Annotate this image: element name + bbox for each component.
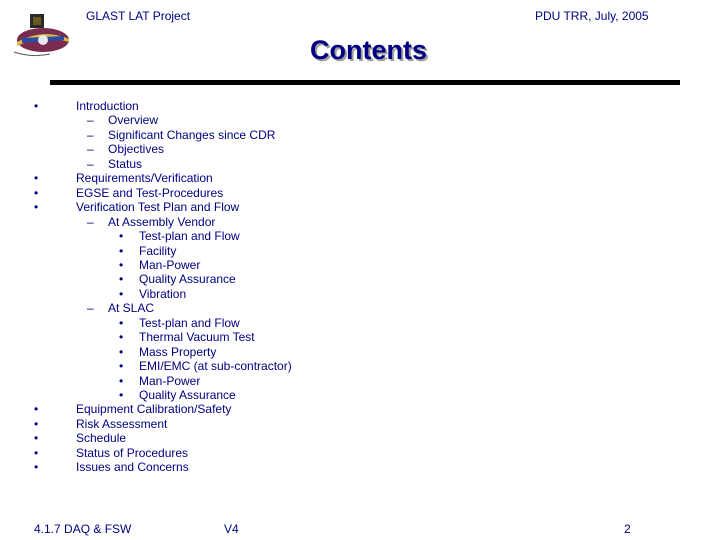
outline-item-text: Issues and Concerns bbox=[76, 460, 189, 475]
outline-item-level-3 bbox=[0, 316, 720, 330]
outline-item-level-3 bbox=[0, 244, 720, 258]
outline-item-text: EMI/EMC (at sub-contractor) bbox=[139, 359, 292, 374]
bullet-icon: • bbox=[119, 257, 124, 272]
outline-item-text: Man-Power bbox=[139, 257, 201, 272]
bullet-icon: • bbox=[119, 286, 124, 301]
outline-item-text: Introduction bbox=[76, 99, 139, 113]
outline-item-level-3 bbox=[0, 388, 720, 402]
outline-item-text: Requirements/Verification bbox=[76, 171, 213, 186]
outline-item-text: Facility bbox=[139, 243, 177, 258]
outline-item-text: Objectives bbox=[108, 142, 165, 157]
outline-item-level-3 bbox=[0, 272, 720, 286]
bullet-icon: • bbox=[119, 229, 124, 244]
outline-item-text: Equipment Calibration/Safety bbox=[76, 402, 232, 417]
page-title: Contents bbox=[310, 35, 427, 65]
bullet-icon: • bbox=[34, 416, 39, 431]
bullet-icon: • bbox=[119, 315, 124, 330]
outline-item-text: Quality Assurance bbox=[139, 272, 236, 287]
bullet-icon: • bbox=[34, 171, 39, 186]
bullet-icon: • bbox=[34, 200, 39, 215]
bullet-icon: • bbox=[119, 272, 124, 287]
footer-version: V4 bbox=[224, 522, 239, 536]
dash-icon: – bbox=[87, 142, 94, 157]
outline-item-text: At Assembly Vendor bbox=[108, 214, 216, 229]
dash-icon: – bbox=[87, 156, 94, 171]
outline-item-text: Quality Assurance bbox=[139, 388, 236, 402]
outline-item-level-3 bbox=[0, 229, 720, 243]
outline-item-text: Mass Property bbox=[139, 344, 217, 359]
outline-item-text: Verification Test Plan and Flow bbox=[76, 200, 240, 215]
outline-item-text: Test-plan and Flow bbox=[139, 229, 240, 244]
bullet-icon: • bbox=[34, 185, 39, 200]
outline-item-level-3 bbox=[0, 359, 720, 373]
bullet-icon: • bbox=[119, 388, 124, 402]
outline-item-level-1 bbox=[0, 431, 720, 445]
footer-section: 4.1.7 DAQ & FSW bbox=[34, 522, 132, 536]
bullet-icon: • bbox=[34, 460, 39, 475]
outline-item-text: Risk Assessment bbox=[76, 416, 168, 431]
bullet-icon: • bbox=[119, 330, 124, 345]
outline-item-level-1 bbox=[0, 186, 720, 200]
outline-item-text: EGSE and Test-Procedures bbox=[76, 185, 224, 200]
outline-item-level-1 bbox=[0, 460, 720, 474]
outline-item-text: At SLAC bbox=[108, 301, 155, 316]
bullet-icon: • bbox=[119, 344, 124, 359]
outline-item-text: Test-plan and Flow bbox=[139, 315, 240, 330]
dash-icon: – bbox=[87, 301, 94, 316]
outline-item-text: Overview bbox=[108, 113, 159, 128]
bullet-icon: • bbox=[119, 243, 124, 258]
outline-item-level-3 bbox=[0, 287, 720, 301]
outline-item-text: Man-Power bbox=[139, 373, 201, 388]
outline-item-text: Vibration bbox=[139, 286, 187, 301]
outline-item-level-2 bbox=[0, 128, 720, 142]
bullet-icon: • bbox=[34, 99, 39, 113]
outline-item-text: Schedule bbox=[76, 431, 127, 446]
bullet-icon: • bbox=[34, 402, 39, 417]
outline-item-text: Thermal Vacuum Test bbox=[139, 330, 255, 345]
outline-item-level-3 bbox=[0, 374, 720, 388]
outline-item-level-2 bbox=[0, 142, 720, 156]
outline-item-text: Significant Changes since CDR bbox=[108, 127, 276, 142]
outline-item-level-2 bbox=[0, 301, 720, 315]
contents-list bbox=[0, 99, 720, 489]
outline-item-level-1 bbox=[0, 99, 720, 113]
outline-item-text: Status bbox=[108, 156, 143, 171]
outline-item-level-3 bbox=[0, 345, 720, 359]
page-number: 2 bbox=[624, 522, 631, 536]
dash-icon: – bbox=[87, 113, 94, 128]
outline-item-level-1 bbox=[0, 402, 720, 416]
outline-item-level-3 bbox=[0, 258, 720, 272]
bullet-icon: • bbox=[34, 445, 39, 460]
outline-item-level-2 bbox=[0, 157, 720, 171]
dash-icon: – bbox=[87, 214, 94, 229]
outline-item-level-1 bbox=[0, 171, 720, 185]
bullet-icon: • bbox=[119, 373, 124, 388]
outline-item-level-1 bbox=[0, 417, 720, 431]
bullet-icon: • bbox=[119, 359, 124, 374]
outline-item-level-1 bbox=[0, 446, 720, 460]
outline-item-level-3 bbox=[0, 330, 720, 344]
outline-item-level-2 bbox=[0, 113, 720, 127]
title-divider bbox=[50, 80, 680, 85]
review-label: PDU TRR, July, 2005 bbox=[535, 9, 649, 23]
outline-item-text: Status of Procedures bbox=[76, 445, 189, 460]
project-name: GLAST LAT Project bbox=[86, 9, 191, 23]
glast-logo bbox=[12, 12, 74, 62]
dash-icon: – bbox=[87, 127, 94, 142]
bullet-icon: • bbox=[34, 431, 39, 446]
outline-item-level-2 bbox=[0, 215, 720, 229]
outline-item-level-1 bbox=[0, 200, 720, 214]
